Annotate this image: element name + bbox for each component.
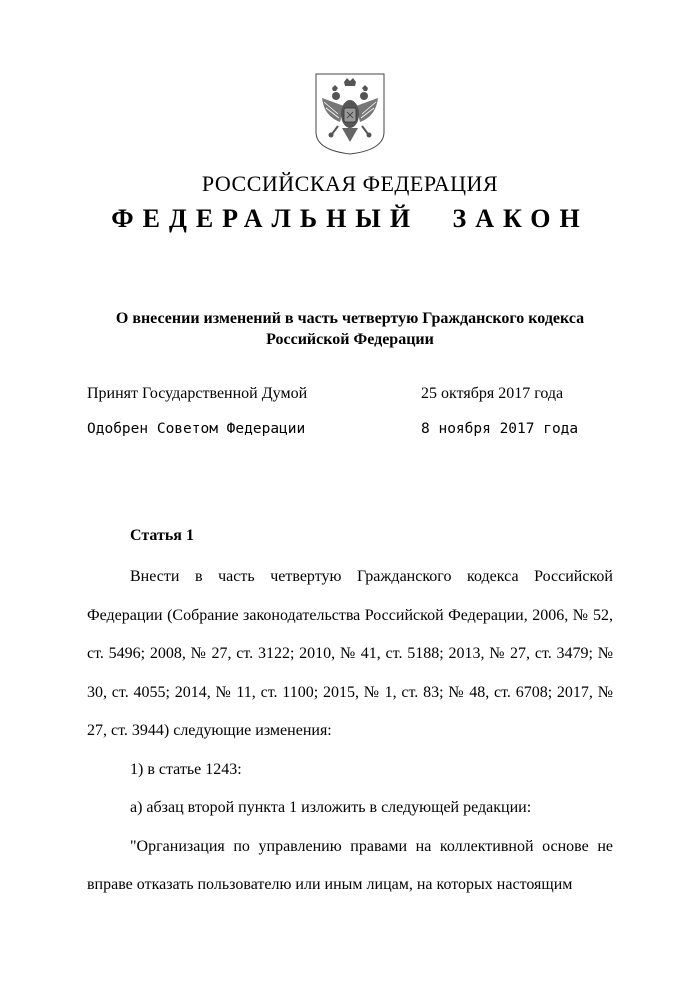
law-type-heading: ФЕДЕРАЛЬНЫЙ ЗАКОН xyxy=(111,204,589,233)
adopted-by-duma-label: Принят Государственной Думой xyxy=(87,385,308,402)
approved-by-council-date: 8 ноября 2017 года xyxy=(421,421,579,437)
adopted-by-duma-date: 25 октября 2017 года xyxy=(421,385,564,402)
article-paragraph: Внести в часть четвертую Гражданского кодекса Российской Федерации (Собрание законодательства Российской Федерации, 2006, № 52, ст. 5496; 2008, № 27, ст. 3122; 2010, № 41, ст. 5188; 2013, № 27, ст. 3479; № 30, ст. 4055; 2014, № 11, ст. 1100; 2015, № 1, ст. 83; № 48, ст. 6708; 2017, № 27, ст. 3944) следующие изменения: xyxy=(87,568,613,739)
law-title-line: Российской Федерации xyxy=(266,331,434,348)
approved-by-council-label: Одобрен Советом Федерации xyxy=(87,421,306,437)
country-name: РОССИЙСКАЯ ФЕДЕРАЦИЯ xyxy=(201,171,499,196)
law-title xyxy=(0,308,700,350)
article-heading: Статья 1 xyxy=(130,527,194,544)
article-paragraph: 1) в статье 1243: xyxy=(130,760,242,778)
article-paragraph: "Организация по управлению правами на коллективной основе не вправе отказать пользователю или иным лицам, на которых настоящим xyxy=(87,837,613,893)
coat-of-arms-emblem xyxy=(314,72,386,156)
article-body xyxy=(87,558,613,905)
law-title-line: О внесении изменений в часть четвертую Гражданского кодекса xyxy=(115,310,585,327)
article-paragraph: а) абзац второй пункта 1 изложить в следующей редакции: xyxy=(130,799,532,816)
